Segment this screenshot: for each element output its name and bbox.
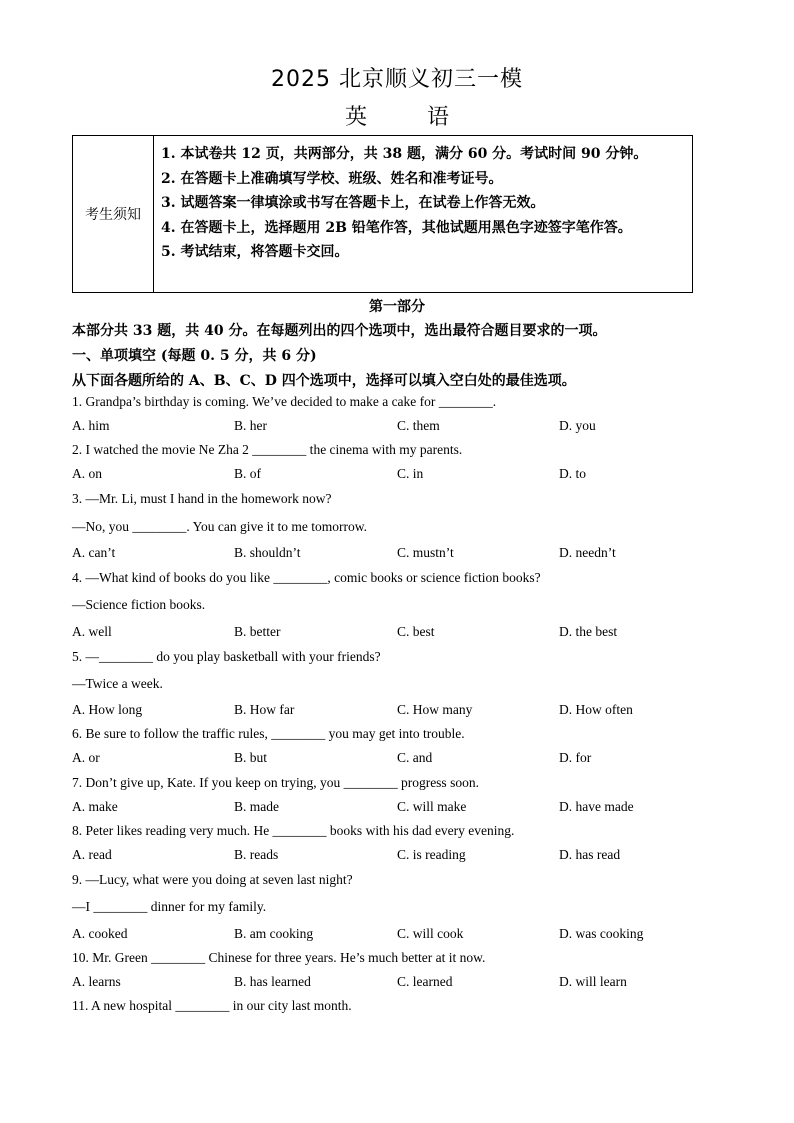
question-line: 10. Mr. Green ________ Chinese for three years. He’s much better at it now. — [72, 950, 486, 965]
question-line: —Science fiction books. — [72, 597, 206, 612]
option: B. of — [234, 466, 261, 481]
option: A. How long — [72, 702, 143, 717]
option: C. learned — [397, 974, 453, 989]
question-options — [72, 799, 712, 817]
notice-line: 3. 试题答案一律填涂或书写在答题卡上，在试卷上作答无效。 — [161, 195, 545, 211]
option: C. them — [397, 418, 440, 433]
question-options — [72, 624, 712, 642]
option: A. can’t — [72, 545, 116, 560]
question-line: 1. Grandpa’s birthday is coming. We’ve decided to make a cake for ________. — [72, 394, 497, 409]
option: C. and — [397, 750, 433, 765]
option: B. How far — [234, 702, 295, 717]
option: B. am cooking — [234, 926, 314, 941]
option: C. will cook — [397, 926, 464, 941]
option: B. has learned — [234, 974, 311, 989]
option: A. well — [72, 624, 112, 639]
question-options — [72, 702, 712, 720]
option: B. better — [234, 624, 281, 639]
question-options — [72, 974, 712, 992]
question-options — [72, 545, 712, 563]
candidate-notice-box — [72, 135, 693, 293]
option: B. reads — [234, 847, 279, 862]
option: D. has read — [559, 847, 621, 862]
subject-heading — [0, 100, 794, 131]
option: C. will make — [397, 799, 467, 814]
option: A. learns — [72, 974, 121, 989]
notice-line: 5. 考试结束，将答题卡交回。 — [161, 244, 349, 260]
question-line: 9. —Lucy, what were you doing at seven last night? — [72, 872, 353, 887]
option: D. have made — [559, 799, 634, 814]
option: D. you — [559, 418, 596, 433]
section-instruction: 从下面各题所给的 A、B、C、D 四个选项中，选择可以填入空白处的最佳选项。 — [72, 373, 576, 389]
question-options — [72, 926, 712, 944]
option: B. made — [234, 799, 279, 814]
option: A. read — [72, 847, 112, 862]
section-heading: 一、单项填空 (每题 0. 5 分，共 6 分) — [72, 348, 317, 364]
question-line: 11. A new hospital ________ in our city last month. — [72, 998, 352, 1013]
option: B. her — [234, 418, 267, 433]
option: A. on — [72, 466, 102, 481]
option: A. cooked — [72, 926, 128, 941]
question-line: 5. —________ do you play basketball with your friends? — [72, 649, 381, 664]
question-line: —No, you ________. You can give it to me tomorrow. — [72, 519, 367, 534]
question-line: —I ________ dinner for my family. — [72, 899, 267, 914]
question-options — [72, 750, 712, 768]
notice-line: 1. 本试卷共 12 页，共两部分，共 38 题，满分 60 分。考试时间 90 分钟。 — [161, 146, 648, 162]
option: D. was cooking — [559, 926, 644, 941]
notice-body — [154, 136, 692, 292]
question-options — [72, 466, 712, 484]
option: B. shouldn’t — [234, 545, 301, 560]
exam-title: 2025 北京顺义初三一模 — [271, 67, 523, 92]
option: D. will learn — [559, 974, 627, 989]
subject-char: 语 — [427, 105, 450, 130]
option: D. the best — [559, 624, 618, 639]
question-line: 2. I watched the movie Ne Zha 2 ________ the cinema with my parents. — [72, 442, 463, 457]
option: D. for — [559, 750, 592, 765]
part-title: 第一部分 — [369, 299, 425, 315]
question-line: 6. Be sure to follow the traffic rules, ________ you may get into trouble. — [72, 726, 465, 741]
question-line: 8. Peter likes reading very much. He ________ books with his dad every evening. — [72, 823, 515, 838]
option: C. How many — [397, 702, 473, 717]
notice-line: 2. 在答题卡上准确填写学校、班级、姓名和准考证号。 — [161, 170, 503, 187]
part-intro: 本部分共 33 题，共 40 分。在每题列出的四个选项中，选出最符合题目要求的一项。 — [72, 323, 607, 339]
notice-line: 4. 在答题卡上，选择题用 2B 铅笔作答，其他试题用黑色字迹签字笔作答。 — [161, 219, 632, 236]
option: A. or — [72, 750, 100, 765]
option: C. best — [397, 624, 435, 639]
question-line: 3. —Mr. Li, must I hand in the homework now? — [72, 491, 332, 506]
question-options — [72, 418, 712, 436]
question-line: —Twice a week. — [72, 676, 163, 691]
option: D. How often — [559, 702, 633, 717]
question-options — [72, 847, 712, 865]
option: D. needn’t — [559, 545, 616, 560]
option: A. make — [72, 799, 118, 814]
option: B. but — [234, 750, 268, 765]
notice-label: 考生须知 — [73, 136, 154, 292]
subject-char: 英 — [344, 105, 367, 130]
option: C. is reading — [397, 847, 466, 862]
question-line: 4. —What kind of books do you like ________, comic books or science fiction books? — [72, 570, 541, 585]
option: C. mustn’t — [397, 545, 454, 560]
option: A. him — [72, 418, 110, 433]
option: D. to — [559, 466, 586, 481]
option: C. in — [397, 466, 424, 481]
question-line: 7. Don’t give up, Kate. If you keep on trying, you ________ progress soon. — [72, 775, 479, 790]
